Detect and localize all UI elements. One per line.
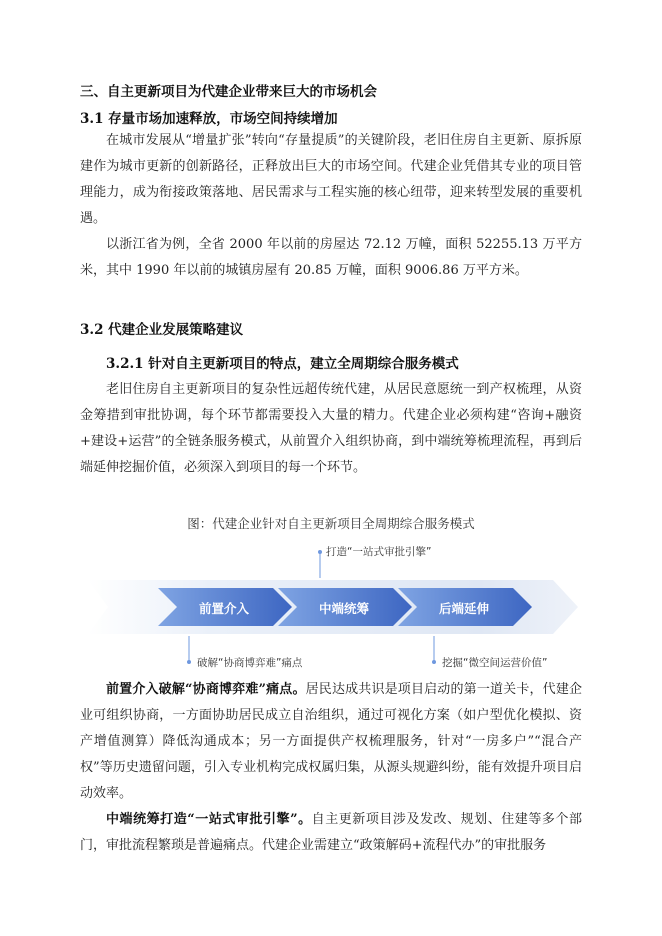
bottom-left-note: 破解“协商博弈难”痛点 bbox=[197, 657, 303, 669]
figure-caption: 图：代建企业针对自主更新项目全周期综合服务模式 bbox=[187, 516, 475, 531]
section-3-2-1-heading: 3.2.1 针对自主更新项目的特点，建立全周期综合服务模式 bbox=[106, 356, 459, 372]
middle-stage-paragraph bbox=[80, 807, 582, 859]
section-3-1-paragraph-1: 在城市发展从“增量扩张”转向“存量提质”的关键阶段，老旧住房自主更新、原拆原建作为城市更新的创新路径，正释放出巨大的市场空间。代建企业凭借其专业的项目管理能力，成为衔接政策落地、居民需求与工程实施的核心纽带，迎来转型发展的重要机遇。 bbox=[80, 133, 582, 226]
bottom-left-connector-dot bbox=[187, 660, 191, 664]
service-model-diagram bbox=[88, 540, 588, 675]
bottom-right-connector-dot bbox=[432, 660, 436, 664]
stage-label-front: 前置介入 bbox=[198, 601, 249, 616]
front-stage-paragraph bbox=[80, 677, 582, 807]
stage-label-back: 后端延伸 bbox=[438, 601, 489, 616]
stage-label-middle: 中端统筹 bbox=[318, 601, 369, 616]
section-3-1-heading: 3.1 存量市场加速释放，市场空间持续增加 bbox=[80, 111, 338, 127]
middle-stage-text: 自主更新项目涉及发改、规划、住建等多个部门，审批流程繁琐是普遍痛点。代建企业需建立“政策解码+流程代办”的审批服务 bbox=[80, 812, 582, 853]
section-3-heading: 三、自主更新项目为代建企业带来巨大的市场机会 bbox=[80, 84, 377, 100]
front-stage-text: 居民达成共识是项目启动的第一道关卡，代建企业可组织协商，一方面协助居民成立自治组织，通过可视化方案（如户型优化模拟、资产增值测算）降低沟通成本；另一方面提供产权梳理服务，针对“一房多户”“混合产权”等历史遗留问题，引入专业机构完成权属归集，从源头规避纠纷，能有效提升项目启动效率。 bbox=[80, 682, 582, 801]
bottom-right-note: 挖掘“微空间运营价值” bbox=[442, 657, 548, 669]
top-connector-dot bbox=[318, 550, 322, 554]
section-3-1-paragraph-2: 以浙江省为例，全省 2000 年以前的房屋达 72.12 万幢，面积 52255.13 万平方米，其中 1990 年以前的城镇房屋有 20.85 万幢，面积 9006.86 万平方米。 bbox=[80, 237, 582, 278]
section-3-2-heading: 3.2 代建企业发展策略建议 bbox=[80, 322, 244, 338]
front-stage-lead: 前置介入破解“协商博弈难”痛点。 bbox=[106, 682, 306, 697]
top-note: 打造“一站式审批引擎” bbox=[326, 546, 432, 558]
middle-stage-lead: 中端统筹打造“一站式审批引擎”。 bbox=[106, 812, 312, 827]
section-3-2-1-paragraph: 老旧住房自主更新项目的复杂性远超传统代建，从居民意愿统一到产权梳理，从资金筹措到审批协调，每个环节都需要投入大量的精力。代建企业必须构建“咨询+融资+建设+运营”的全链条服务模式，从前置介入组织协商，到中端统筹梳理流程，再到后端延伸挖掘价值，必须深入到项目的每一个环节。 bbox=[80, 382, 582, 475]
